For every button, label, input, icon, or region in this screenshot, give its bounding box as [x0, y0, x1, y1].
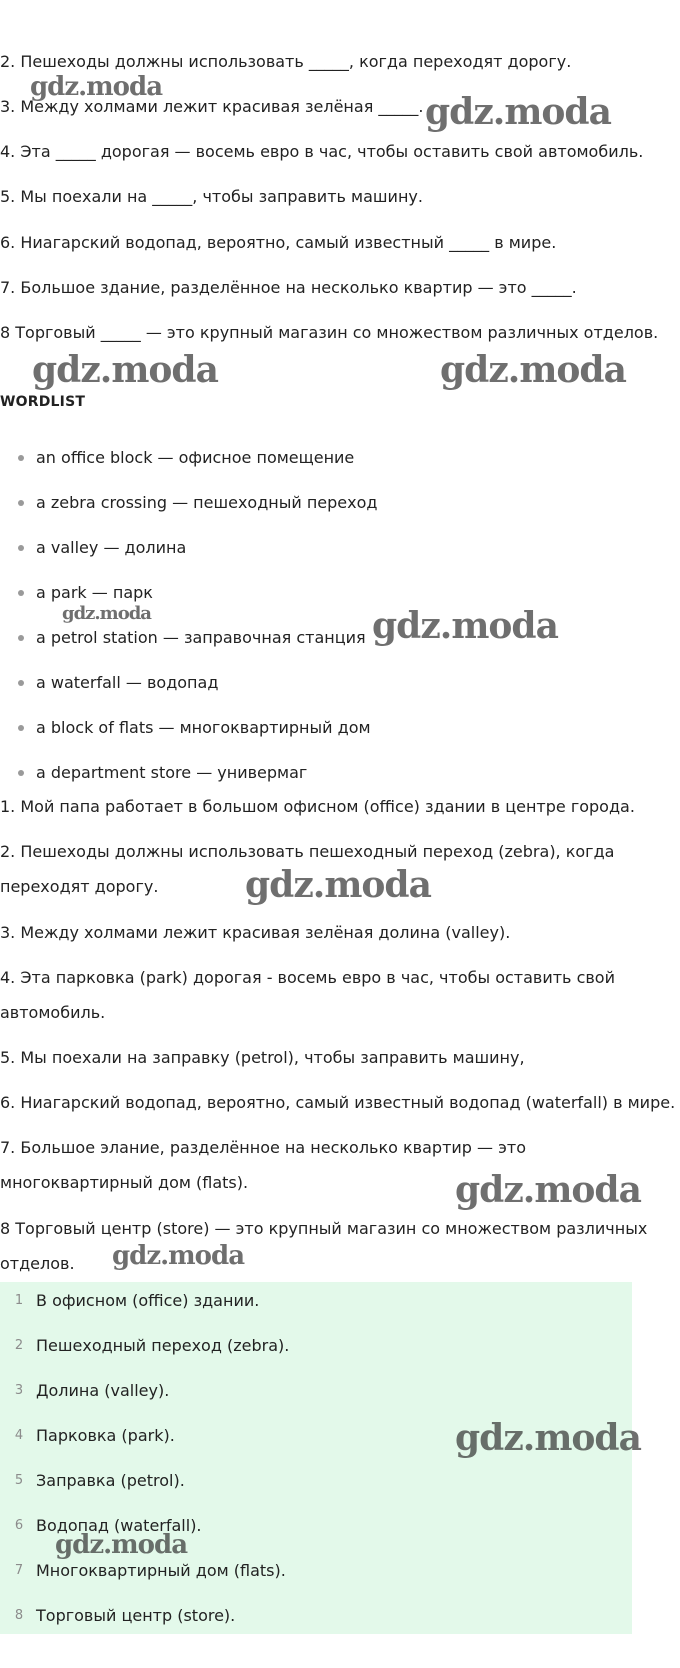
filled-line: переходят дорогу.	[0, 877, 159, 896]
wordlist-item: a park — парк	[36, 583, 153, 602]
question-line: 7. Большое здание, разделённое на несколько квартир — это _____.	[0, 278, 577, 297]
answer-text: Торговый центр (store).	[36, 1606, 236, 1625]
question-line: 8 Торговый _____ — это крупный магазин со множеством различных отделов.	[0, 323, 659, 342]
bullet-dot	[18, 770, 24, 776]
answer-number: 3	[14, 1383, 24, 1398]
filled-line: 7. Большое элание, разделённое на несколько квартир — это	[0, 1138, 526, 1157]
wordlist-item: a department store — универмаг	[36, 763, 308, 782]
bullet-dot	[18, 635, 24, 641]
watermark: gdz.moda	[112, 1241, 245, 1271]
wordlist-item: a block of flats — многоквартирный дом	[36, 718, 371, 737]
watermark: gdz.moda	[425, 91, 611, 133]
question-line: 6. Ниагарский водопад, вероятно, самый известный _____ в мире.	[0, 233, 557, 252]
answer-text: Долина (valley).	[36, 1381, 170, 1400]
answer-number: 6	[14, 1518, 24, 1533]
answer-number: 5	[14, 1473, 24, 1488]
wordlist-item: an office block — офисное помещение	[36, 448, 355, 467]
filled-line: 8 Торговый центр (store) — это крупный магазин со множеством различных	[0, 1219, 648, 1238]
wordlist-item: a valley — долина	[36, 538, 187, 557]
bullet-dot	[18, 545, 24, 551]
answer-text: Пешеходный переход (zebra).	[36, 1336, 290, 1355]
watermark: gdz.moda	[32, 349, 218, 391]
answer-number: 4	[14, 1428, 24, 1443]
bullet-dot	[18, 725, 24, 731]
wordlist-item: a waterfall — водопад	[36, 673, 219, 692]
wordlist-heading: WORDLIST	[0, 394, 86, 410]
filled-line: 3. Между холмами лежит красивая зелёная долина (valley).	[0, 923, 511, 942]
wordlist-item: a zebra crossing — пешеходный переход	[36, 493, 378, 512]
answer-number: 2	[14, 1338, 24, 1353]
answer-text: В офисном (office) здании.	[36, 1291, 260, 1310]
answer-number: 1	[14, 1293, 24, 1308]
question-line: 4. Эта _____ дорогая — восемь евро в час, чтобы оставить свой автомобиль.	[0, 142, 644, 161]
filled-line: 6. Ниагарский водопад, вероятно, самый известный водопад (waterfall) в мире.	[0, 1093, 676, 1112]
filled-line: отделов.	[0, 1254, 75, 1273]
watermark: gdz.moda	[455, 1169, 641, 1211]
question-line: 5. Мы поехали на _____, чтобы заправить машину.	[0, 187, 423, 206]
bullet-dot	[18, 455, 24, 461]
watermark: gdz.moda	[440, 349, 626, 391]
answer-text: Заправка (petrol).	[36, 1471, 185, 1490]
wordlist-item: a petrol station — заправочная станция	[36, 628, 366, 647]
answer-number: 8	[14, 1608, 24, 1623]
bullet-dot	[18, 590, 24, 596]
answer-text: Водопад (waterfall).	[36, 1516, 202, 1535]
question-line: 3. Между холмами лежит красивая зелёная _____.	[0, 97, 424, 116]
answer-text: Многоквартирный дом (flats).	[36, 1561, 286, 1580]
filled-line: многоквартирный дом (flats).	[0, 1173, 249, 1192]
watermark: gdz.moda	[30, 72, 163, 102]
watermark: gdz.moda	[55, 1530, 188, 1560]
filled-line: 1. Мой папа работает в большом офисном (office) здании в центре города.	[0, 797, 635, 816]
watermark: gdz.moda	[455, 1417, 641, 1459]
filled-line: 4. Эта парковка (park) дорогая - восемь евро в час, чтобы оставить свой	[0, 968, 615, 987]
watermark: gdz.moda	[372, 605, 558, 647]
filled-line: автомобиль.	[0, 1003, 106, 1022]
watermark: gdz.moda	[62, 603, 151, 624]
question-line: 2. Пешеходы должны использовать _____, когда переходят дорогу.	[0, 52, 572, 71]
bullet-dot	[18, 500, 24, 506]
filled-line: 5. Мы поехали на заправку (petrol), чтобы заправить машину,	[0, 1048, 525, 1067]
answer-number: 7	[14, 1563, 24, 1578]
answer-text: Парковка (park).	[36, 1426, 175, 1445]
filled-line: 2. Пешеходы должны использовать пешеходный переход (zebra), когда	[0, 842, 615, 861]
watermark: gdz.moda	[245, 864, 431, 906]
bullet-dot	[18, 680, 24, 686]
